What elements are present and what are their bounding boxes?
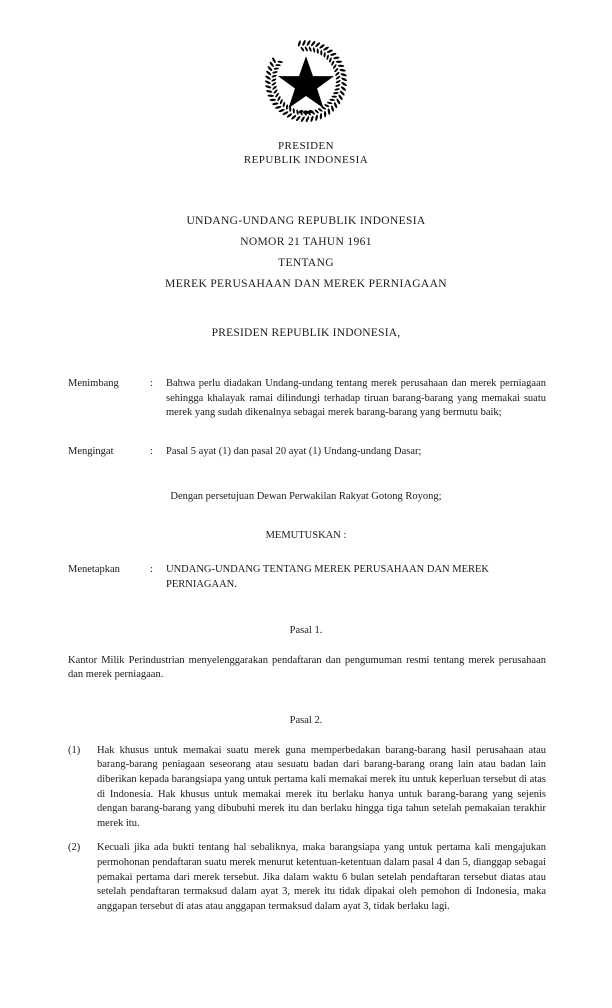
clause-menimbang-label: Menimbang bbox=[68, 378, 119, 389]
article-2-heading: Pasal 2. bbox=[289, 714, 323, 726]
title-line-subject: MEREK PERUSAHAAN DAN MEREK PERNIAGAAN bbox=[165, 278, 447, 290]
approval-line: Dengan persetujuan Dewan Perwakilan Rakyat Gotong Royong; bbox=[170, 491, 442, 503]
document-title bbox=[0, 211, 612, 295]
letterhead bbox=[0, 139, 612, 167]
letterhead-line-2: REPUBLIK INDONESIA bbox=[243, 154, 369, 166]
clause-mengingat-text: Pasal 5 ayat (1) dan pasal 20 ayat (1) Undang-undang Dasar; bbox=[166, 445, 422, 457]
letterhead-line-1: PRESIDEN bbox=[277, 140, 335, 152]
clause-mengingat-colon: : bbox=[150, 445, 153, 457]
title-line-law-name: UNDANG-UNDANG REPUBLIK INDONESIA bbox=[186, 215, 426, 227]
garuda-star-wreath-emblem-icon bbox=[260, 36, 352, 128]
emblem-block bbox=[0, 0, 612, 133]
ayat-2-text: Kecuali jika ada bukti tentang hal sebaliknya, maka barangsiapa yang untuk pertama kali mengajukan permohonan pendaftaran suatu merek menurut ketentuan-ketentuan dalam pasal 4 dan 5, dianggap sebagai pemakai pertama dari merek tersebut. Jika dalam waktu 6 bulan setelah pendaftaran tersebut diatas atau setelah pendaftaran termaksud dalam ayat 3, merek itu tidak dipakai oleh pemohon di Indonesia, maka anggapan tersebut di atas atau anggapan termaksud dalam ayat 3, tidak berlaku lagi. bbox=[97, 842, 546, 912]
ayat-1-number: (1) bbox=[68, 744, 81, 756]
clause-menetapkan-text: UNDANG-UNDANG TENTANG MEREK PERUSAHAAN DAN MEREK PERNIAGAAN. bbox=[166, 564, 489, 590]
clause-menimbang-text: Bahwa perlu diadakan Undang-undang tentang merek perusahaan dan merek perniagaan sehingga khalayak ramai dilindungi terhadap tiruan barang-barang yang memakai suatu merek yang sudah dikenalnya sebagai merek barang-barang yang bermutu baik; bbox=[166, 378, 546, 419]
title-line-about: TENTANG bbox=[278, 257, 334, 269]
article-1-heading: Pasal 1. bbox=[289, 624, 323, 636]
title-line-number: NOMOR 21 TAHUN 1961 bbox=[240, 236, 372, 248]
clause-menimbang bbox=[0, 377, 612, 421]
ayat-item bbox=[68, 744, 546, 832]
article-2-ayat-list bbox=[0, 744, 612, 915]
clause-menetapkan-label: Menetapkan bbox=[68, 564, 120, 576]
article-1-paragraph: Kantor Milik Perindustrian menyelenggarakan pendaftaran dan pengumuman resmi tentang merek perusahaan dan merek perniagaan. bbox=[68, 654, 546, 681]
clause-menimbang-colon: : bbox=[150, 378, 153, 389]
ayat-2-number: (2) bbox=[68, 842, 81, 854]
ayat-1-text: Hak khusus untuk memakai suatu merek guna memperbedakan barang-barang hasil perusahaan atau barang-barang peniagaan seseorang atau sesuatu badan dari barang-barang orang lain atau badan lain diberikan kepada barangsiapa yang untuk pertama kali memakai merek itu untuk keperluan tersebut di atas di Indonesia. Hak khusus untuk memakai merek itu berlaku hanya untuk barang-barang yang sejenis dengan barang-barang yang dibubuhi merek itu dan berlaku hingga tiga tahun setelah pemakaian terakhir merek itu. bbox=[97, 744, 547, 829]
ayat-item bbox=[68, 841, 546, 914]
authority-line: PRESIDEN REPUBLIK INDONESIA, bbox=[211, 327, 401, 339]
clause-menetapkan-colon: : bbox=[150, 564, 153, 576]
decision-line: MEMUTUSKAN : bbox=[265, 530, 347, 542]
clause-mengingat bbox=[0, 445, 612, 460]
clause-mengingat-label: Mengingat bbox=[68, 445, 114, 457]
clause-menetapkan bbox=[0, 563, 612, 592]
